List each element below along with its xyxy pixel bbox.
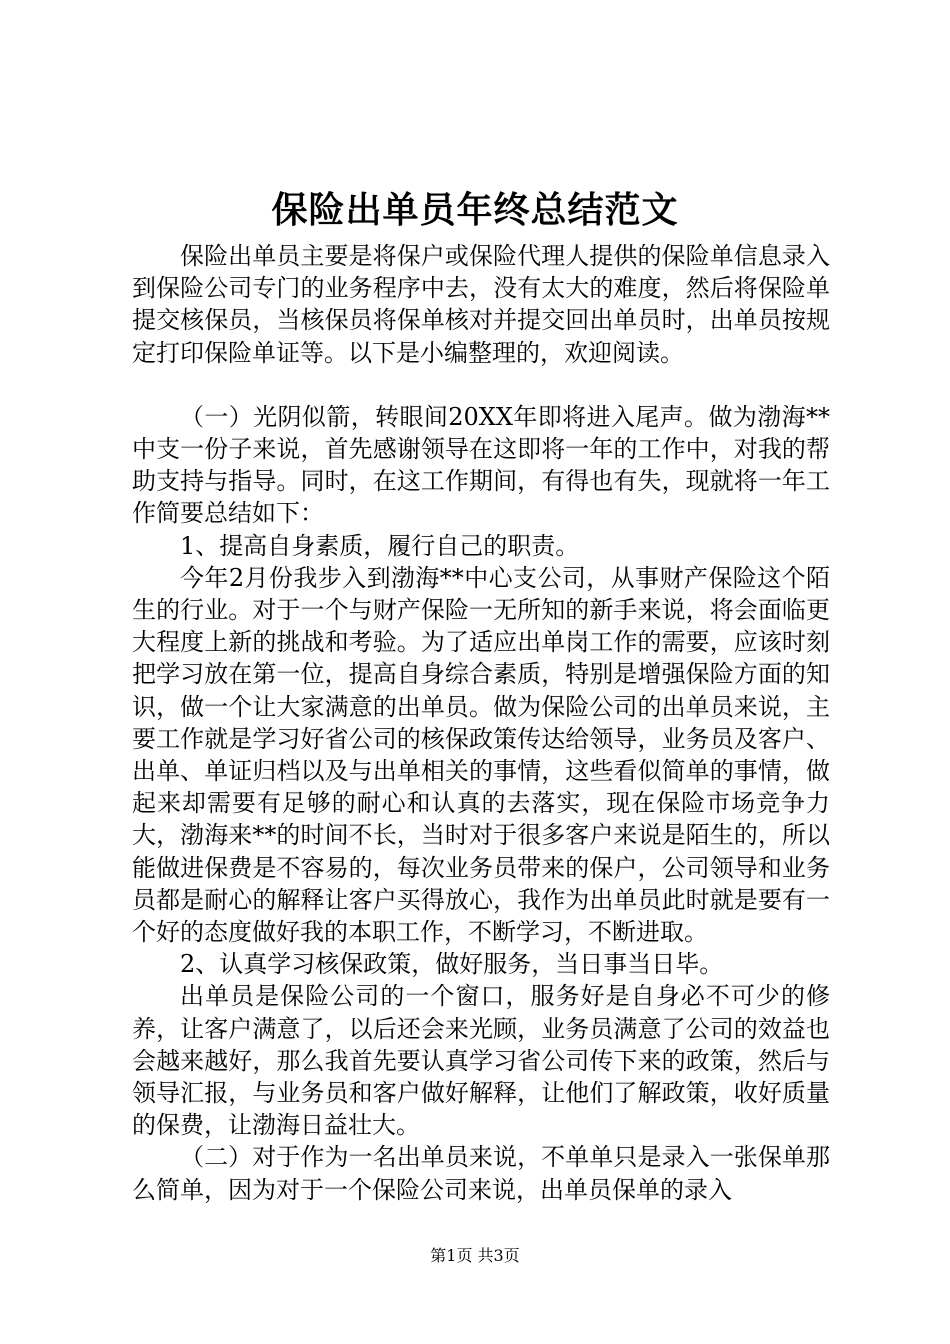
- point-one-paragraph: 今年2月份我步入到渤海**中心支公司，从事财产保险这个陌生的行业。对于一个与财产保险一无所知的新手来说，将会面临更大程度上新的挑战和考验。为了适应出单岗工作的需要，应该时刻把学习放在第一位，提高自身综合素质，特别是增强保险方面的知识，做一个让大家满意的出单员。做为保险公司的出单员来说，主要工作就是学习好省公司的核保政策传达给领导，业务员及客户、出单、单证归档以及与出单相关的事情，这些看似简单的事情，做起来却需要有足够的耐心和认真的去落实，现在保险市场竞争力大，渤海来**的时间不长，当时对于很多客户来说是陌生的，所以能做进保费是不容易的，每次业务员带来的保户，公司领导和业务员都是耐心的解释让客户买得放心，我作为出单员此时就是要有一个好的态度做好我的本职工作，不断学习，不断进取。: [132, 563, 830, 947]
- point-two-paragraph: 出单员是保险公司的一个窗口，服务好是自身必不可少的修养，让客户满意了，以后还会来光顾，业务员满意了公司的效益也会越来越好，那么我首先要认真学习省公司传下来的政策，然后与领导汇报，与业务员和客户做好解释，让他们了解政策，收好质量的保费，让渤海日益壮大。: [132, 982, 830, 1140]
- page-number-footer: 第1页 共3页: [430, 1246, 520, 1265]
- section-one-paragraph: （一）光阴似箭，转眼间20XX年即将进入尾声。做为渤海**中支一份子来说，首先感谢领导在这即将一年的工作中，对我的帮助支持与指导。同时，在这工作期间，有得也有失，现就将一年工作简要总结如下：: [132, 402, 830, 528]
- document-title: 保险出单员年终总结范文: [271, 189, 679, 231]
- point-one-heading: 1、提高自身素质，履行自己的职责。: [180, 531, 580, 560]
- point-two-heading: 2、认真学习核保政策，做好服务，当日事当日毕。: [180, 950, 724, 979]
- intro-paragraph: 保险出单员主要是将保户或保险代理人提供的保险单信息录入到保险公司专门的业务程序中去，没有太大的难度，然后将保险单提交核保员，当核保员将保单核对并提交回出单员时，出单员按规定打印保险单证等。以下是小编整理的，欢迎阅读。: [132, 242, 830, 367]
- document-body: [132, 240, 830, 1206]
- section-two-paragraph: （二）对于作为一名出单员来说，不单单只是录入一张保单那么简单，因为对于一个保险公司来说，出单员保单的录入: [132, 1143, 830, 1204]
